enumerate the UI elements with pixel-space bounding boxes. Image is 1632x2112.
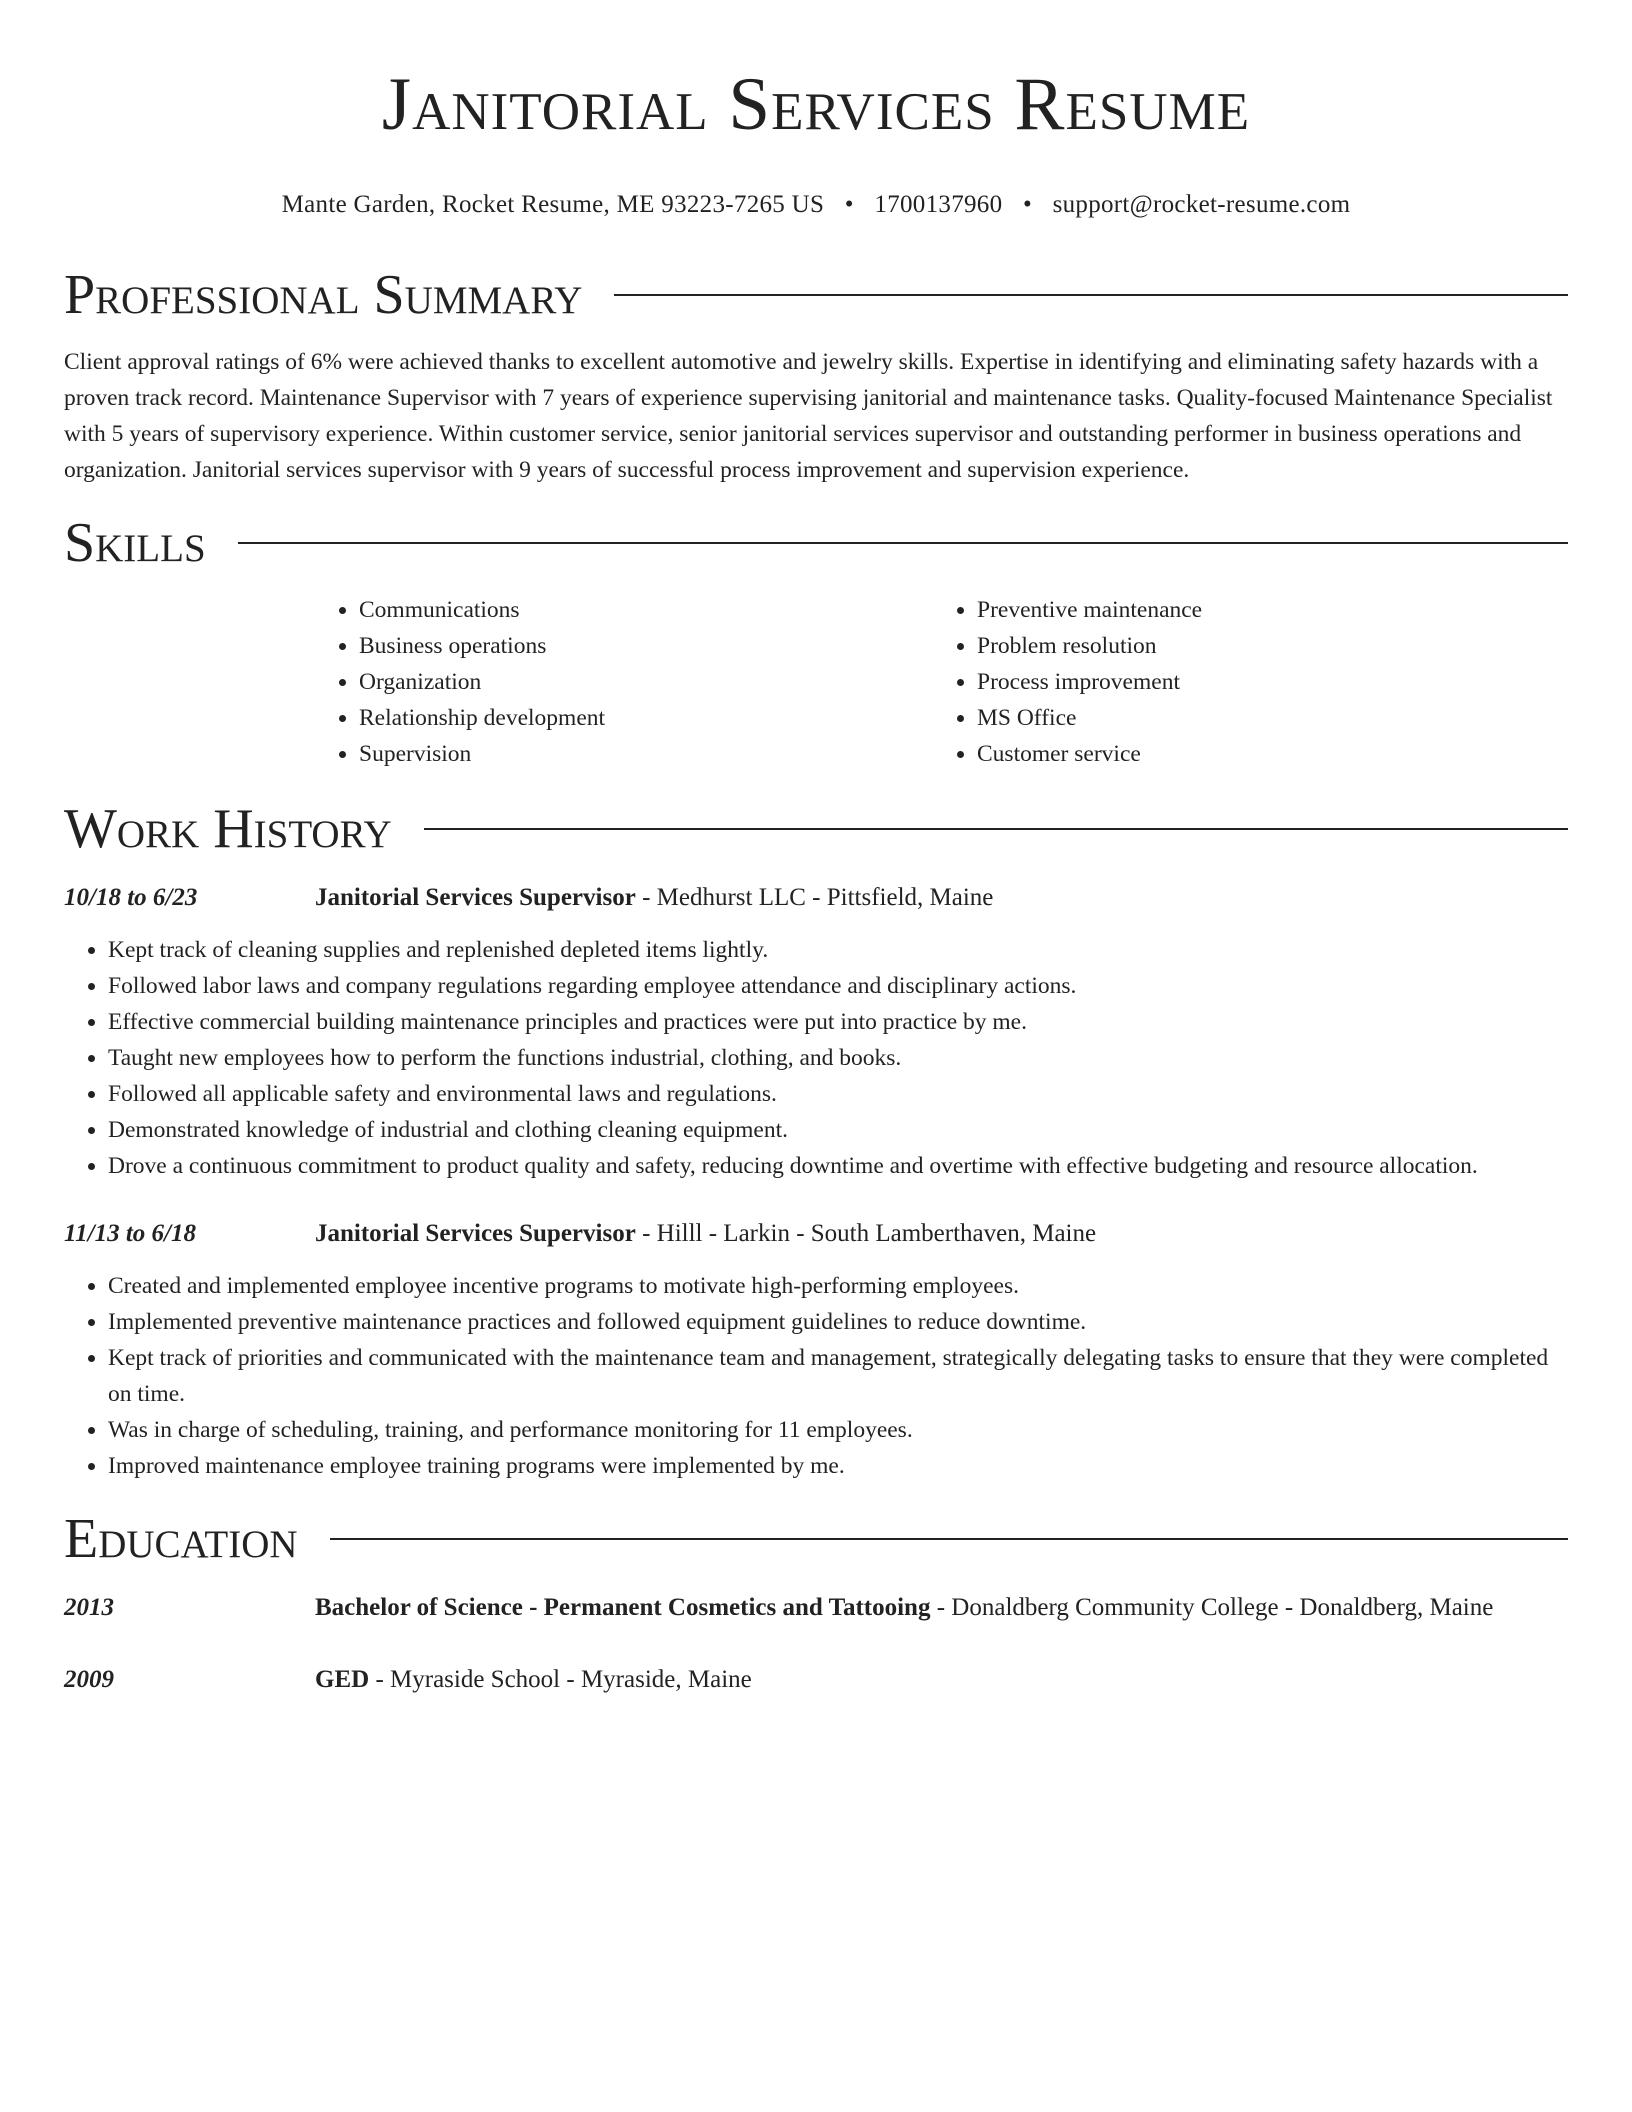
job-duty: • Taught new employees how to perform the functions industrial, clothing, and books.	[108, 1040, 1568, 1076]
education-heading: Education	[64, 1508, 298, 1570]
contact-separator: •	[844, 191, 854, 218]
skill-item: • Relationship development	[359, 700, 933, 736]
section-divider	[238, 542, 1568, 544]
job-duties	[64, 932, 1568, 1184]
job-duty: • Followed all applicable safety and environmental laws and regulations.	[108, 1076, 1568, 1112]
education-details-line	[315, 1590, 1568, 1626]
skills-column-2	[933, 592, 1202, 772]
education-degree: Bachelor of Science - Permanent Cosmetics and Tattooing	[315, 1594, 931, 1621]
education-entry	[64, 1590, 1568, 1626]
section-divider	[330, 1538, 1568, 1540]
job-title: Janitorial Services Supervisor	[315, 1220, 636, 1247]
contact-separator: •	[1022, 191, 1033, 218]
work-heading: Work History	[64, 798, 392, 860]
job-header	[64, 880, 1568, 916]
job-entry	[64, 1216, 1568, 1484]
job-duty: • Demonstrated knowledge of industrial and clothing cleaning equipment.	[108, 1112, 1568, 1148]
job-duty: • Drove a continuous commitment to product quality and safety, reducing downtime and overtime with effective budgeting and resource allocation.	[108, 1148, 1568, 1184]
work-section-header	[64, 794, 1568, 864]
job-duty: • Implemented preventive maintenance practices and followed equipment guidelines to reduce downtime.	[108, 1304, 1568, 1340]
resume-title: Janitorial Services Resume	[381, 63, 1251, 146]
skill-item: • Problem resolution	[977, 628, 1202, 664]
job-entry	[64, 880, 1568, 1184]
skill-item: • Customer service	[977, 736, 1202, 772]
job-heading-line	[315, 1216, 1568, 1252]
section-divider	[614, 294, 1568, 296]
job-company: - Medhurst LLC - Pittsfield, Maine	[635, 884, 994, 911]
summary-section-header	[64, 260, 1568, 330]
job-duty: • Created and implemented employee incentive programs to motivate high-performing employees.	[108, 1268, 1568, 1304]
skill-item: • Supervision	[359, 736, 933, 772]
job-duty: • Kept track of cleaning supplies and replenished depleted items lightly.	[108, 932, 1568, 968]
job-duty: • Kept track of priorities and communicated with the maintenance team and management, strategically delegating tasks to ensure that they were completed on time.	[108, 1340, 1568, 1412]
contact-line	[64, 190, 1568, 220]
job-dates: 10/18 to 6/23	[64, 884, 198, 911]
skill-item: • Process improvement	[977, 664, 1202, 700]
skill-item: • Preventive maintenance	[977, 592, 1202, 628]
section-divider	[424, 828, 1568, 830]
education-section-header	[64, 1504, 1568, 1574]
skills-column-1	[315, 592, 933, 772]
contact-email[interactable]: support@rocket-resume.com	[1052, 191, 1351, 218]
skill-item: • MS Office	[977, 700, 1202, 736]
job-duty: • Was in charge of scheduling, training, and performance monitoring for 11 employees.	[108, 1412, 1568, 1448]
education-school: - Myraside School - Myraside, Maine	[369, 1666, 752, 1693]
education-year: 2009	[64, 1666, 114, 1693]
skill-item: • Communications	[359, 592, 933, 628]
skills-section-header	[64, 508, 1568, 578]
contact-address: Mante Garden, Rocket Resume, ME 93223-7265 US	[281, 191, 825, 218]
education-school: - Donaldberg Community College - Donaldberg, Maine	[930, 1594, 1494, 1621]
skills-heading: Skills	[64, 512, 206, 574]
skills-list	[315, 592, 1568, 772]
job-duty: • Effective commercial building maintenance principles and practices were put into practice by me.	[108, 1004, 1568, 1040]
education-degree: GED	[315, 1666, 370, 1693]
education-details-line	[315, 1662, 1568, 1698]
job-title: Janitorial Services Supervisor	[315, 884, 636, 911]
job-duty: • Followed labor laws and company regulations regarding employee attendance and disciplinary actions.	[108, 968, 1568, 1004]
education-year: 2013	[64, 1594, 114, 1621]
summary-heading: Professional Summary	[64, 264, 583, 326]
job-heading-line	[315, 880, 1568, 916]
summary-text: Client approval ratings of 6% were achieved thanks to excellent automotive and jewelry skills. Expertise in identifying and eliminating safety hazards with a proven track record. Maintenance Supervisor with 7 years of experience supervising janitorial and maintenance tasks. Quality-focused Maintenance Specialist with 5 years of supervisory experience. Within customer service, senior janitorial services supervisor and outstanding performer in business operations and organization. Janitorial services supervisor with 9 years of successful process improvement and supervision experience.	[64, 349, 1553, 483]
job-duty: • Improved maintenance employee training programs were implemented by me.	[108, 1448, 1568, 1484]
job-duties	[64, 1268, 1568, 1484]
contact-phone: 1700137960	[874, 191, 1003, 218]
job-dates: 11/13 to 6/18	[64, 1220, 196, 1247]
job-company: - Hilll - Larkin - South Lamberthaven, Maine	[635, 1220, 1097, 1247]
skill-item: • Organization	[359, 664, 933, 700]
education-entry	[64, 1662, 1568, 1698]
resume-page	[64, 0, 1568, 1698]
job-header	[64, 1216, 1568, 1252]
skill-item: • Business operations	[359, 628, 933, 664]
